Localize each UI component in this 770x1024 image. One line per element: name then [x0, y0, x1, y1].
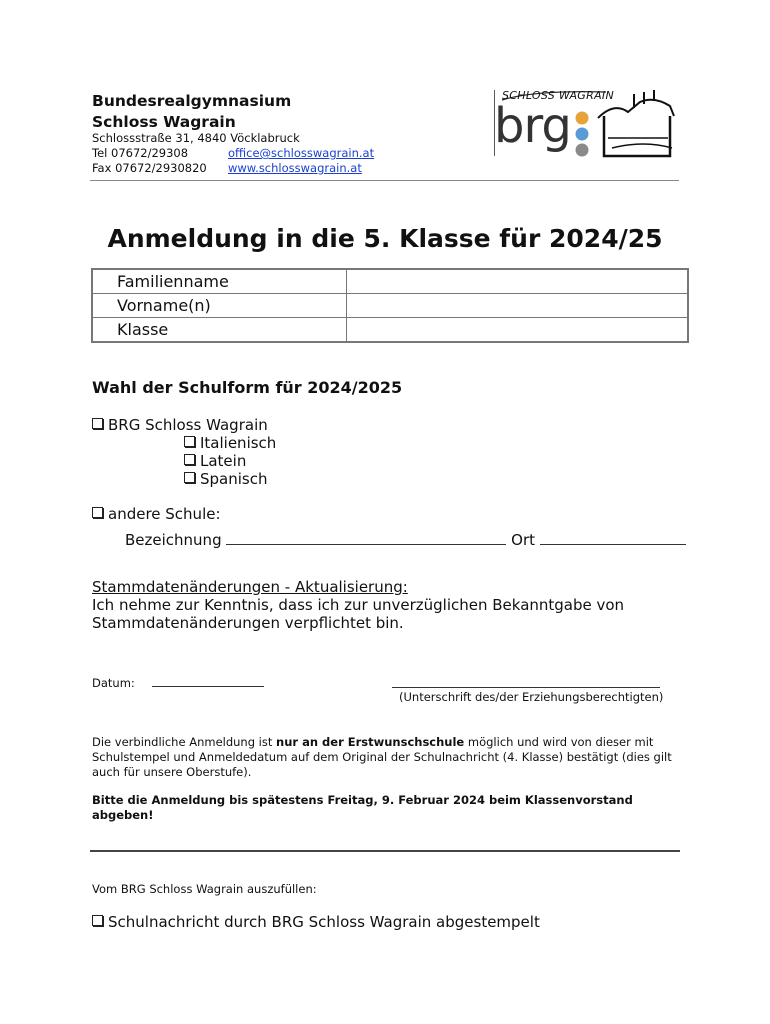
checkbox-latein[interactable] [184, 454, 195, 465]
contact-block [92, 131, 374, 176]
checkbox-italienisch[interactable] [184, 436, 195, 447]
checkbox-brg[interactable] [92, 418, 103, 429]
website-link[interactable]: www.schlosswagrain.at [228, 161, 362, 175]
table-row [92, 294, 688, 318]
email-link[interactable]: office@schlosswagrain.at [228, 146, 375, 160]
option-brg [92, 416, 268, 434]
deadline-line1: Bitte die Anmeldung bis spätestens Freitag, 9. Februar 2024 beim Klassenvorstand [92, 793, 633, 807]
school-name [92, 91, 291, 133]
school-name-line2: Schloss Wagrain [92, 113, 236, 131]
notice-text [92, 735, 682, 780]
notice-part2: möglich und wird von dieser mit [464, 735, 654, 749]
deadline-line2: abgeben! [92, 808, 154, 822]
logo-brg-text: brg [494, 98, 571, 154]
table-row [92, 269, 688, 294]
option-latein-label: Latein [200, 452, 247, 470]
signature-field[interactable] [392, 673, 660, 688]
fax: Fax 07672/2930820 [92, 161, 207, 175]
option-italienisch [184, 434, 276, 452]
familienname-field[interactable] [346, 269, 688, 294]
address: Schlossstraße 31, 4840 Vöcklabruck [92, 131, 300, 145]
stammdaten-line1: Ich nehme zur Kenntnis, dass ich zur unverzüglichen Bekanntgabe von [92, 596, 625, 614]
notice-line3: auch für unsere Oberstufe). [92, 765, 252, 779]
option-andere-schule-label: andere Schule: [108, 505, 221, 523]
stammdaten-heading: Stammdatenänderungen - Aktualisierung: [92, 578, 408, 596]
notice-line1 [92, 735, 682, 750]
signature-caption: (Unterschrift des/der Erziehungsberechtigten) [399, 690, 664, 704]
ort-field[interactable] [540, 533, 686, 545]
header-divider [90, 180, 679, 181]
notice-line2: Schulstempel und Anmeldedatum auf dem Original der Schulnachricht (4. Klasse) bestätigt (dies gilt [92, 750, 672, 764]
ort-label: Ort [511, 531, 536, 549]
checkbox-andere-schule[interactable] [92, 507, 103, 518]
student-info-table [91, 268, 689, 343]
bezeichnung-label: Bezeichnung [125, 531, 222, 549]
vorname-field[interactable] [346, 294, 688, 318]
checkbox-schulnachricht-stamp[interactable] [92, 915, 103, 926]
stamp-option-label: Schulnachricht durch BRG Schloss Wagrain abgestempelt [108, 913, 540, 931]
telephone: Tel 07672/29308 [92, 146, 189, 160]
logo-dot-2 [576, 128, 589, 141]
table-row [92, 318, 688, 343]
deadline-notice [92, 793, 682, 823]
date-field[interactable] [152, 675, 264, 687]
date-label: Datum: [92, 676, 135, 690]
klasse-field[interactable] [346, 318, 688, 343]
option-andere-schule [92, 505, 221, 523]
option-schulnachricht-stamp [92, 913, 540, 931]
logo-dot-3 [576, 144, 589, 157]
checkbox-spanisch[interactable] [184, 472, 195, 483]
stammdaten-line2: Stammdatenänderungen verpflichtet bin. [92, 614, 404, 632]
option-brg-label: BRG Schloss Wagrain [108, 416, 268, 434]
form-title: Anmeldung in die 5. Klasse für 2024/25 [107, 224, 663, 253]
schulform-heading: Wahl der Schulform für 2024/2025 [92, 378, 403, 397]
school-name-line1: Bundesrealgymnasium [92, 92, 292, 110]
row-label-vorname: Vorname(n) [92, 294, 346, 318]
row-label-familienname: Familienname [92, 269, 346, 294]
option-italienisch-label: Italienisch [200, 434, 277, 452]
date-row [92, 675, 264, 691]
notice-emphasis: nur an der Erstwunschschule [276, 735, 465, 749]
bezeichnung-row [125, 531, 686, 549]
notice-part1: Die verbindliche Anmeldung ist [92, 735, 277, 749]
option-spanisch [184, 470, 267, 488]
option-spanisch-label: Spanisch [200, 470, 268, 488]
logo-dot-1 [576, 112, 589, 125]
logo-script-text: SCHLOSS WAGRAIN [502, 89, 614, 102]
section-divider [90, 850, 680, 852]
row-label-klasse: Klasse [92, 318, 346, 343]
bezeichnung-field[interactable] [226, 533, 506, 545]
option-latein [184, 452, 246, 470]
office-use-label: Vom BRG Schloss Wagrain auszufüllen: [92, 882, 317, 896]
